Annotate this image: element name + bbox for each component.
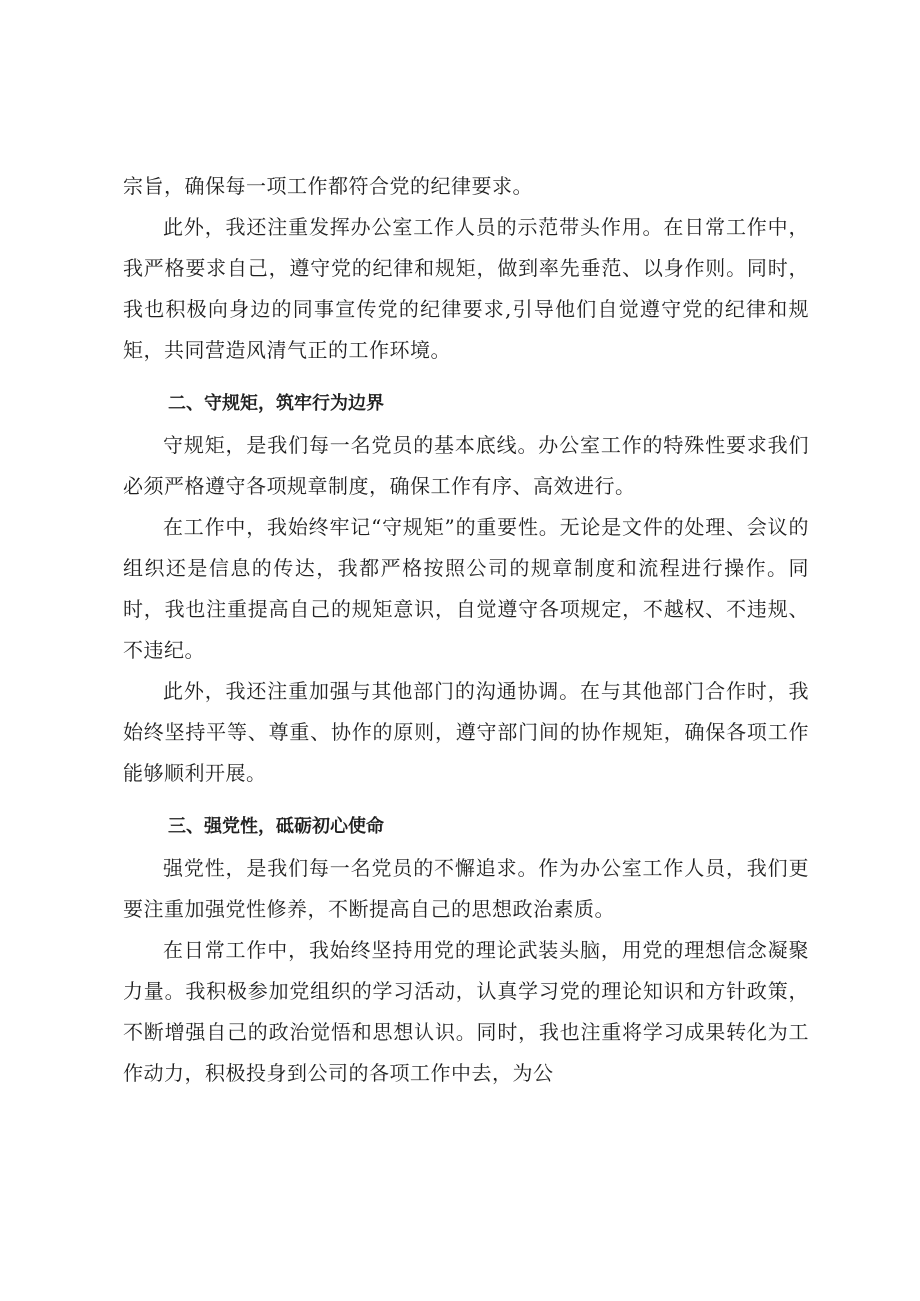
- paragraph-rules-baseline: 守规矩，是我们每一名党员的基本底线。办公室工作的特殊性要求我们必须严格遵守各项规章制度，确保工作有序、高效进行。: [123, 433, 809, 498]
- section-heading-rules: 二、守规矩，筑牢行为边界: [168, 393, 384, 414]
- paragraph-rules-coordination: 此外，我还注重加强与其他部门的沟通协调。在与其他部门合作时，我始终坚持平等、尊重、协作的原则，遵守部门间的协作规矩，确保各项工作能够顺利开展。: [123, 679, 809, 785]
- paragraph-continuation: 宗旨，确保每一项工作都符合党的纪律要求。: [123, 174, 533, 198]
- document-body: [123, 166, 809, 1094]
- paragraph-party-spirit-practice: 在日常工作中，我始终坚持用党的理论武装头脑，用党的理想信念凝聚力量。我积极参加党组织的学习活动，认真学习党的理论知识和方针政策，不断增强自己的政治觉悟和思想认识。同时，我也注重将学习成果转化为工作动力，积极投身到公司的各项工作中去，为公: [123, 938, 809, 1085]
- paragraph-demonstration-role: 此外，我还注重发挥办公室工作人员的示范带头作用。在日常工作中，我严格要求自己，遵守党的纪律和规矩，做到率先垂范、以身作则。同时，我也积极向身边的同事宣传党的纪律要求,引导他们自觉遵守党的纪律和规矩，共同营造风清气正的工作环境。: [123, 215, 809, 362]
- paragraph-party-spirit-pursuit: 强党性，是我们每一名党员的不懈追求。作为办公室工作人员，我们更要注重加强党性修养，不断提高自己的思想政治素质。: [123, 856, 809, 921]
- section-heading-party-spirit: 三、强党性，砥砺初心使命: [168, 816, 384, 837]
- paragraph-rules-at-work: 在工作中，我始终牢记“守规矩”的重要性。无论是文件的处理、会议的组织还是信息的传达，我都严格按照公司的规章制度和流程进行操作。同时，我也注重提高自己的规矩意识，自觉遵守各项规定，不越权、不违规、不违纪。: [123, 515, 809, 662]
